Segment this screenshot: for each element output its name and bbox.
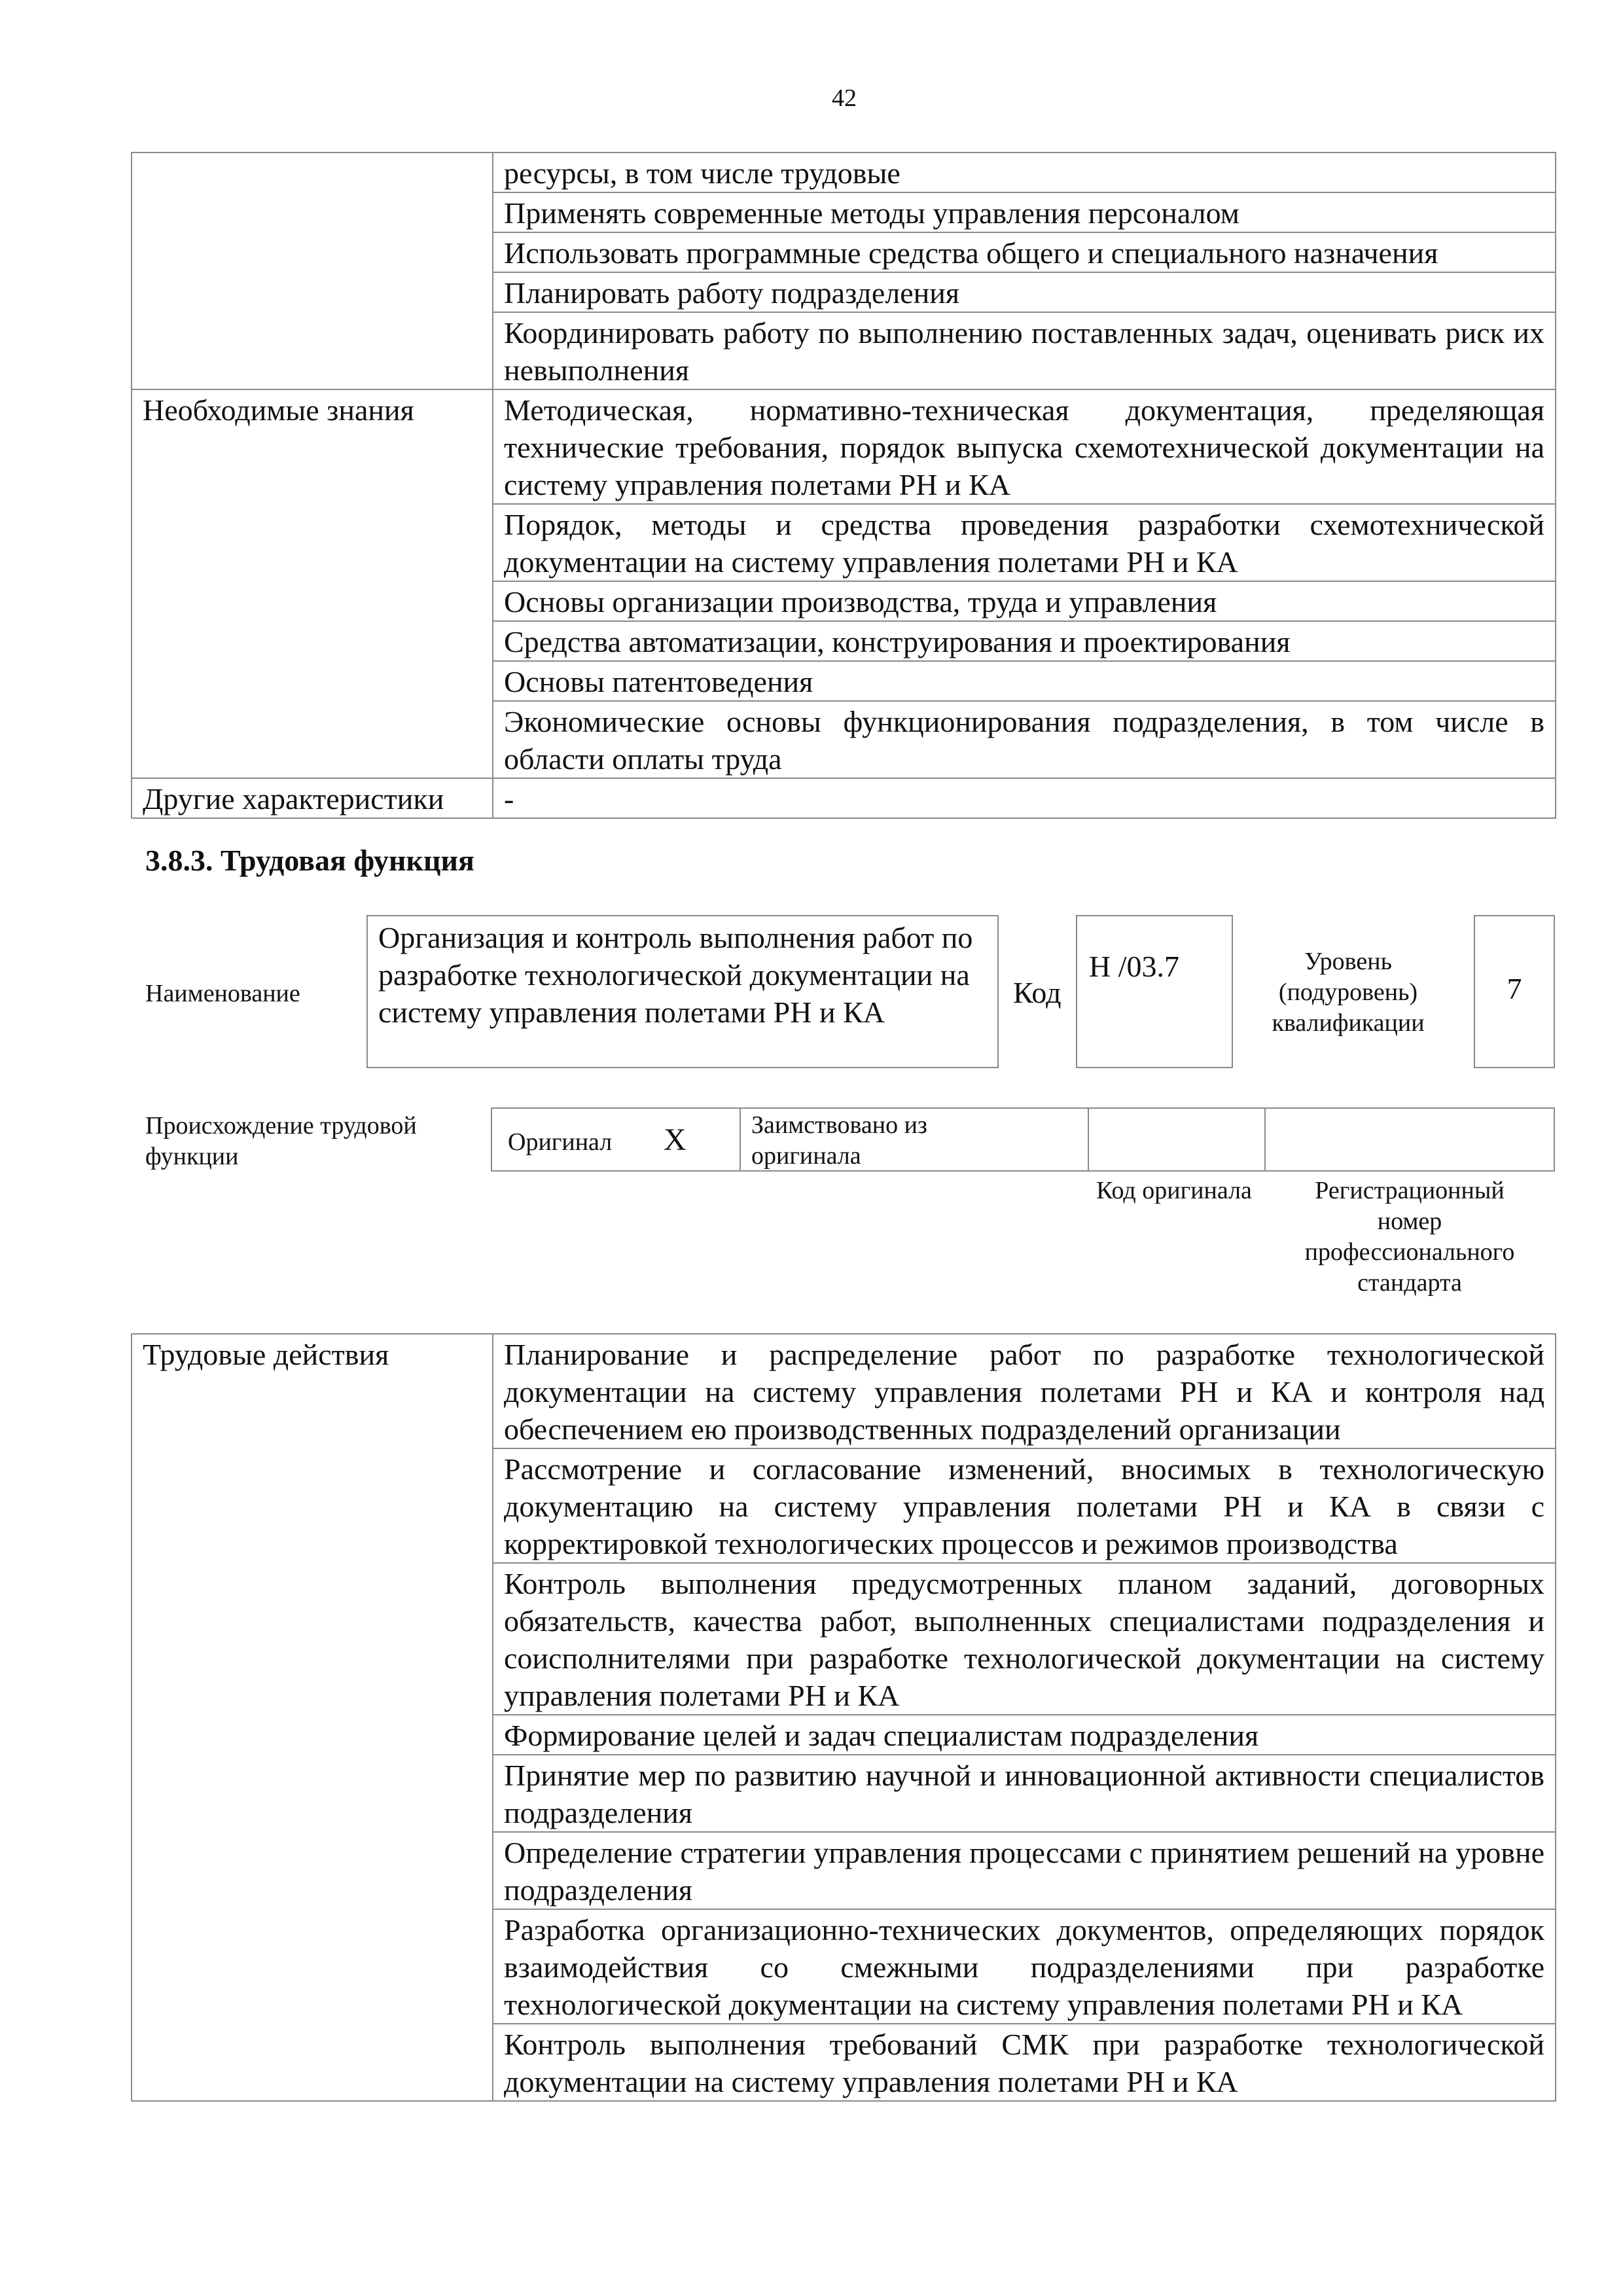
- borrowed-label: Заимствовано из оригинала: [751, 1111, 927, 1170]
- skill-item: Координировать работу по выполнению поставленных задач, оценивать риск их невыполнения: [493, 312, 1556, 389]
- section-heading: 3.8.3. Трудовая функция: [145, 844, 474, 877]
- skill-item: Применять современные методы управления персоналом: [493, 192, 1556, 232]
- origin-divider: [1088, 1109, 1089, 1172]
- origin-label: Происхождение трудовой функции: [145, 1112, 417, 1170]
- origin-divider: [1264, 1109, 1266, 1172]
- original-mark: X: [664, 1122, 687, 1157]
- action-item: Рассмотрение и согласование изменений, вносимых в технологическую документацию на систему управления полетами РН и КА в связи с корректировкой технологических процессов и режимов производства: [493, 1448, 1556, 1563]
- table-row: [132, 389, 1556, 504]
- code-label: Код: [1013, 976, 1061, 1009]
- page-number: 42: [832, 84, 857, 112]
- action-item: Определение стратегии управления процессами с принятием решений на уровне подразделения: [493, 1832, 1556, 1909]
- qualification-level-label: Уровень (подуровень) квалификации: [1272, 948, 1425, 1037]
- table-row: [132, 778, 1556, 818]
- table-row: [132, 152, 1556, 192]
- knowledge-item: Методическая, нормативно-техническая документация, пределяющая технические требования, порядок выпуска схемотехнической документации на систему управления полетами РН и КА: [493, 389, 1556, 504]
- reg-number-caption: Регистрационный номер профессионального стандарта: [1304, 1177, 1515, 1297]
- name-label: Наименование: [145, 980, 300, 1007]
- knowledge-item: Основы организации производства, труда и управления: [493, 581, 1556, 621]
- actions-label: Трудовые действия: [132, 1334, 493, 2101]
- action-item: Контроль выполнения требований СМК при разработке технологической документации на систему управления полетами РН и КА: [493, 2024, 1556, 2101]
- competency-table: [131, 152, 1556, 819]
- skill-item: ресурсы, в том числе трудовые: [493, 152, 1556, 192]
- qualification-level-box: 7: [1474, 915, 1555, 1068]
- knowledge-item: Порядок, методы и средства проведения разработки схемотехнической документации на систему управления полетами РН и КА: [493, 504, 1556, 581]
- other-characteristics-label: Другие характеристики: [132, 778, 493, 818]
- action-item: Планирование и распределение работ по разработке технологической документации на систему управления полетами РН и КА и контроля над обеспечением ею производственных подразделений организации: [493, 1334, 1556, 1448]
- other-characteristics-value: -: [493, 778, 1556, 818]
- origin-code-caption: Код оригинала: [1096, 1177, 1252, 1204]
- knowledge-label: Необходимые знания: [132, 389, 493, 778]
- action-item: Формирование целей и задач специалистам подразделения: [493, 1715, 1556, 1755]
- action-item: Принятие мер по развитию научной и инновационной активности специалистов подразделения: [493, 1755, 1556, 1832]
- action-item: Разработка организационно-технических документов, определяющих порядок взаимодействия со смежными подразделениями при разработке технологической документации на систему управления полетами РН и КА: [493, 1909, 1556, 2024]
- origin-table: [491, 1107, 1555, 1172]
- skill-item: Использовать программные средства общего и специального назначения: [493, 232, 1556, 272]
- code-box: H /03.7: [1076, 915, 1233, 1068]
- knowledge-item: Основы патентоведения: [493, 661, 1556, 701]
- skills-label-cell: [132, 152, 493, 389]
- function-name-box: Организация и контроль выполнения работ по разработке технологической документации на систему управления полетами РН и КА: [366, 915, 999, 1068]
- labor-actions-table: [131, 1333, 1556, 2102]
- table-row: [132, 1334, 1556, 1448]
- action-item: Контроль выполнения предусмотренных планом заданий, договорных обязательств, качества работ, выполненных специалистами подразделения и соисполнителями при разработке технологической документации на систему управления полетами РН и КА: [493, 1563, 1556, 1715]
- original-label: Оригинал: [508, 1128, 613, 1156]
- knowledge-item: Экономические основы функционирования подразделения, в том числе в области оплаты труда: [493, 701, 1556, 778]
- knowledge-item: Средства автоматизации, конструирования и проектирования: [493, 621, 1556, 661]
- skill-item: Планировать работу подразделения: [493, 272, 1556, 312]
- origin-divider: [740, 1109, 741, 1172]
